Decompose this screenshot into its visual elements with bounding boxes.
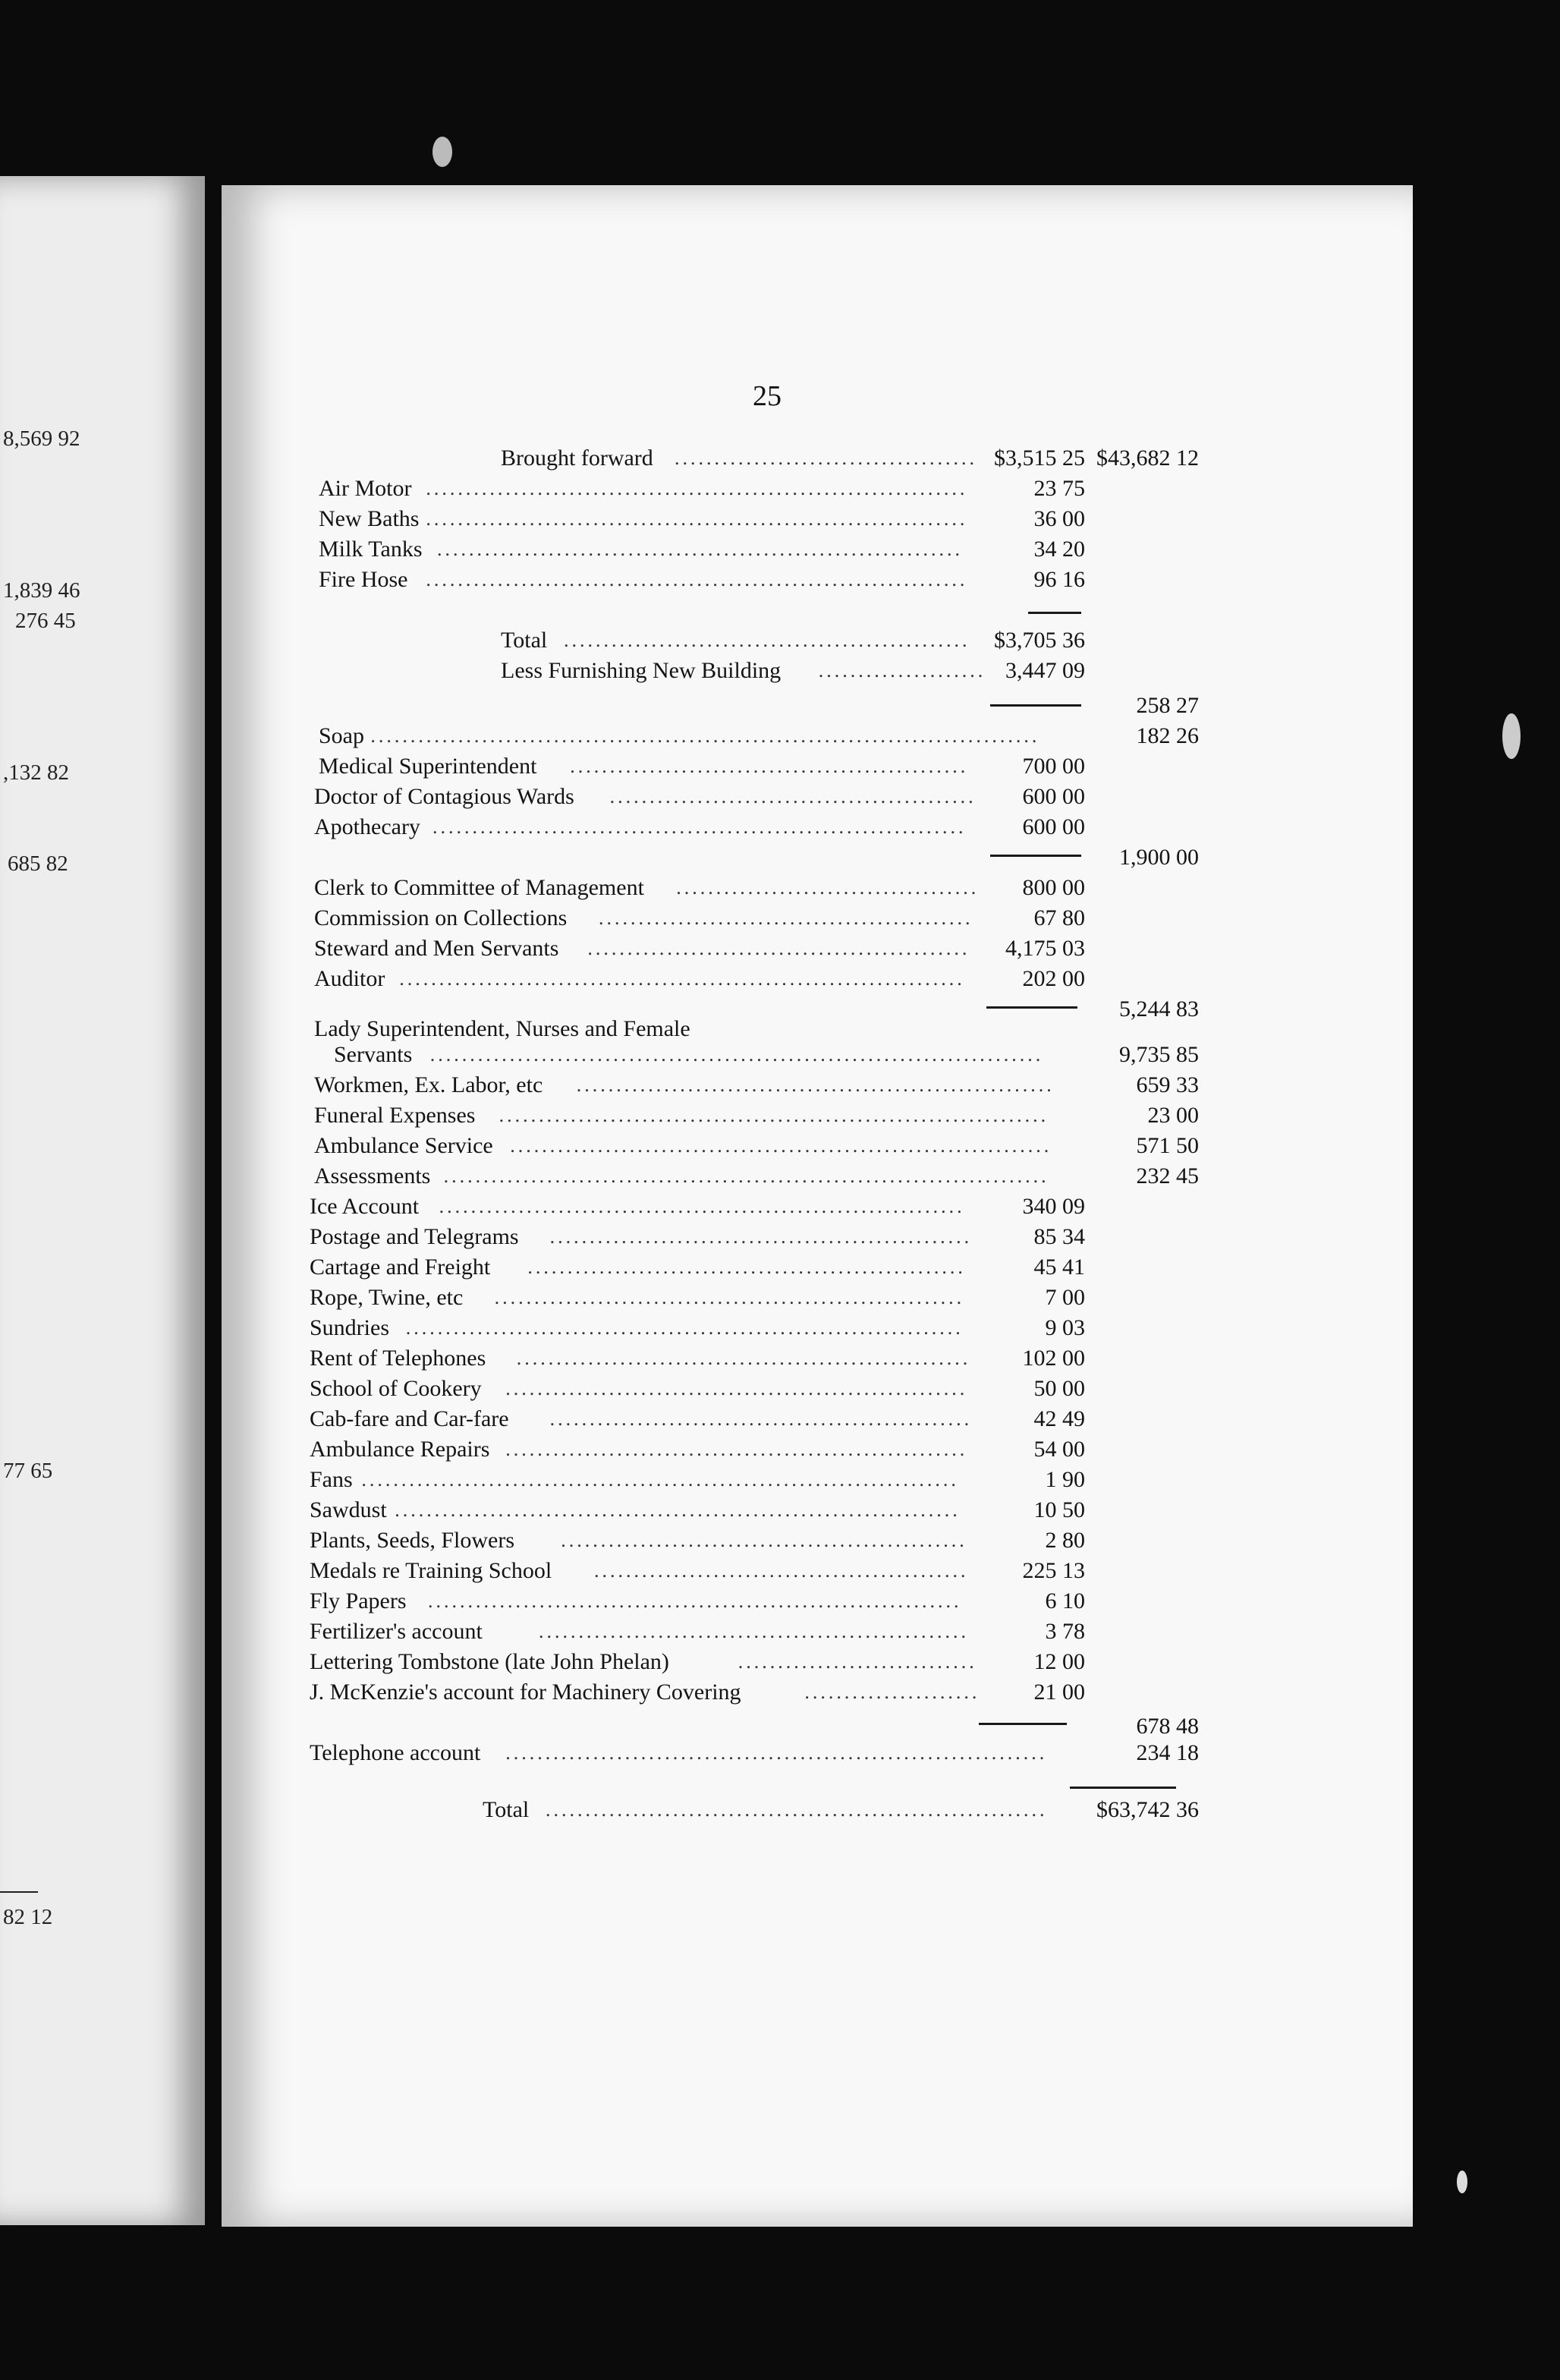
ledger-item-label: Plants, Seeds, Flowers [310,1528,514,1553]
leader-dots: .................................................................. [439,1195,965,1217]
amount-column-1: 9 03 [1045,1315,1085,1340]
leader-dots: ...................................................................... [405,1317,964,1339]
amount-column-1: 202 00 [1022,966,1085,991]
leader-dots: .................................................................... [426,508,968,530]
leader-dots: ................................................ [587,937,970,959]
leader-dots: .................................................................... [510,1135,1052,1157]
ledger-row [0,1495,1560,1525]
leader-dots: ............................................................................. [429,1044,1044,1066]
ledger-item-label: Doctor of Contagious Wards [314,784,574,809]
leader-dots: ................................................... [564,629,970,651]
amount-column-1: 225 13 [1022,1558,1085,1583]
ledger-item-label: J. McKenzie's account for Machinery Covering [310,1680,741,1705]
amount-column-1: 7 00 [1045,1285,1085,1310]
ledger-row [0,721,1560,751]
leader-dots: .................................................................... [426,568,968,590]
page-number: 25 [753,380,782,412]
leader-dots: ..................................................... [549,1408,973,1430]
amount-column-2: 232 45 [1136,1163,1199,1188]
ledger-row [0,1617,1560,1647]
leader-dots: .......................................................... [505,1438,968,1460]
leader-dots: ........................................................................... [361,1469,959,1491]
left-page-value: 1,839 46 [3,578,80,603]
ledger-row [0,1313,1560,1343]
ledger-item-label: Fire Hose [319,567,408,592]
amount-column-1: 600 00 [1022,814,1085,839]
amount-column-1: 800 00 [1022,875,1085,900]
ledger-item-label: Lettering Tombstone (late John Phelan) [310,1649,669,1674]
leader-dots: ........................................................... [494,1286,965,1308]
ledger-item-label: Steward and Men Servants [314,936,559,961]
dust-speck [432,137,452,167]
ledger-item-label: Soap [319,723,364,748]
leader-dots: ................................................... [561,1529,967,1551]
ledger-item-label: Cab-fare and Car-fare [310,1406,509,1431]
amount-column-1: 85 34 [1033,1224,1085,1249]
amount-column-1: 6 10 [1045,1588,1085,1613]
ledger-item-label: Servants [334,1042,413,1067]
amount-column-1: 3 78 [1045,1619,1085,1644]
left-page-value: 82 12 [3,1905,53,1929]
ledger-row [0,842,1560,873]
ledger-row [0,1343,1560,1374]
ledger-row [0,1222,1560,1252]
amount-column-2: 1,900 00 [1119,845,1199,870]
amount-column-1: 42 49 [1033,1406,1085,1431]
ledger-item-label: Apothecary [314,814,420,839]
leader-dots: ....................................................................... [395,1499,961,1521]
ledger-item-label: Total [501,628,548,653]
leader-dots: ..................... [818,660,986,682]
amount-column-2: 5,244 83 [1119,996,1199,1022]
amount-column-2: 258 27 [1136,693,1199,718]
ledger-row [0,1677,1560,1708]
amount-column-1: 50 00 [1033,1376,1085,1401]
leader-dots: ............................................... [594,1560,969,1582]
ledger-item-label: Assessments [314,1163,431,1188]
leader-dots: .............................. [738,1651,977,1673]
ledger-row [0,1795,1560,1825]
ledger-item-label: Postage and Telegrams [310,1224,519,1249]
amount-column-1: 4,175 03 [1005,936,1085,961]
amount-column-1: 1 90 [1045,1467,1085,1492]
ledger-row [0,443,1560,474]
sum-rule [1028,612,1081,614]
ledger-row [0,903,1560,933]
ledger-row [0,1525,1560,1556]
sum-rule [1070,1787,1176,1789]
ledger-row [0,782,1560,812]
amount-column-2: 9,735 85 [1119,1042,1199,1067]
amount-column-1: 2 80 [1045,1528,1085,1553]
leader-dots: .................................................................. [437,538,963,560]
ledger-item-label: Medical Superintendent [319,754,537,779]
ledger-row [0,1647,1560,1677]
leader-dots: ............................................... [599,907,973,929]
leader-dots: ................................................................... [428,1590,962,1612]
ledger-row [0,1586,1560,1617]
leader-dots: .................................................. [570,755,969,777]
amount-column-1: 700 00 [1022,754,1085,779]
ledger-item-label: Rope, Twine, etc [310,1285,464,1310]
ledger-item-label: Commission on Collections [314,905,568,930]
ledger-row [0,812,1560,842]
leader-dots: ...................................................... [539,1620,969,1642]
ledger-item-label: Brought forward [501,445,653,471]
leader-dots: ................................................................... [432,816,967,838]
sum-rule [979,1723,1067,1725]
ledger-row [0,691,1560,721]
ledger-row [0,1252,1560,1283]
amount-column-2: 182 26 [1136,723,1199,748]
amount-column-1: 34 20 [1033,537,1085,562]
ledger-row [0,1434,1560,1465]
amount-column-1: 12 00 [1033,1649,1085,1674]
leader-dots: ...................................... [676,877,980,899]
sum-rule [990,704,1081,707]
ledger-row [0,933,1560,964]
ledger-item-label: School of Cookery [310,1376,482,1401]
amount-column-2: 659 33 [1136,1072,1199,1097]
ledger-item-label: Auditor [314,966,385,991]
ledger-item-label: Lady Superintendent, Nurses and Female [314,1016,690,1041]
ledger-row [0,1040,1560,1070]
ledger-item-label: Medals re Training School [310,1558,552,1583]
ledger-item-label: Funeral Expenses [314,1103,476,1128]
amount-column-1: 96 16 [1033,567,1085,592]
ledger-row [0,873,1560,903]
amount-column-1: 600 00 [1022,784,1085,809]
amount-column-2: $63,742 36 [1096,1797,1199,1822]
ledger-item-label: Ambulance Repairs [310,1437,490,1462]
ledger-item-label: New Baths [319,506,420,531]
ledger-item-label: Milk Tanks [319,537,423,562]
ledger-item-label: Workmen, Ex. Labor, etc [314,1072,543,1097]
amount-column-1: 10 50 [1033,1497,1085,1522]
ledger-row [0,504,1560,534]
amount-column-1: 340 09 [1022,1194,1085,1219]
amount-column-1: $3,705 36 [994,628,1085,653]
dust-speck [1457,2171,1467,2193]
leader-dots: ...................................... [675,447,977,469]
amount-column-1: 23 75 [1033,476,1085,501]
ledger-item-label: Clerk to Committee of Management [314,875,644,900]
left-page-value: 685 82 [8,852,68,876]
amount-column-2: 23 00 [1147,1103,1199,1128]
amount-column-1: $3,515 25 [994,445,1085,471]
ledger-row [0,1556,1560,1586]
ledger-item-label: Ice Account [310,1194,420,1219]
amount-column-2: 234 18 [1136,1740,1199,1765]
ledger-row [0,964,1560,994]
ledger-item-label: Total [483,1797,530,1822]
ledger-row [0,1738,1560,1768]
leader-dots: .......................................................... [505,1377,968,1399]
amount-column-1: 67 80 [1033,905,1085,930]
ledger-row [0,1100,1560,1131]
ledger-row [0,565,1560,595]
ledger-row [0,1465,1560,1495]
ledger-row [0,1192,1560,1222]
left-page-value: 77 65 [3,1459,53,1483]
ledger-row [0,1711,1560,1742]
left-page-value: ,132 82 [3,760,69,785]
leader-dots: ....................................................................... [399,968,965,990]
leader-dots: ..................................................... [549,1226,973,1248]
leader-dots: ...................... [804,1681,980,1703]
ledger-row [0,1283,1560,1313]
ledger-item-label: Sundries [310,1315,389,1340]
leader-dots: ............................................................... [546,1799,1048,1821]
sum-rule [986,1006,1077,1009]
ledger-item-label: Fertilizer's account [310,1619,483,1644]
leader-dots: .................................................................... [426,477,968,499]
leader-dots: ............................................................................ [443,1165,1049,1187]
ledger-item-label: Air Motor [319,476,412,501]
ledger-row [0,1131,1560,1161]
ledger-item-label: Rent of Telephones [310,1346,486,1371]
amount-column-1: 45 41 [1033,1255,1085,1280]
ledger-item-label: Sawdust [310,1497,387,1522]
ledger-row [0,1070,1560,1100]
ledger-row [0,656,1560,686]
ledger-row [0,1404,1560,1434]
ledger-item-label: Telephone account [310,1740,481,1765]
left-page-rule [0,1891,38,1893]
leader-dots: .................................................................... [505,1742,1048,1764]
left-page-value: 8,569 92 [3,427,80,451]
ledger-row [0,625,1560,656]
amount-column-1: 21 00 [1033,1680,1085,1705]
ledger-row [0,1374,1560,1404]
leader-dots: ............................................................ [576,1074,1055,1096]
leader-dots: ......................................................... [516,1347,971,1369]
ledger-row [0,1161,1560,1192]
amount-column-2: $43,682 12 [1096,445,1199,471]
amount-column-1: 102 00 [1022,1346,1085,1371]
amount-column-2: 571 50 [1136,1133,1199,1158]
sum-rule [990,855,1081,857]
leader-dots: ....................................................... [527,1256,966,1278]
ledger-item-label: Less Furnishing New Building [501,658,782,683]
amount-column-2: 678 48 [1136,1714,1199,1739]
ledger-row [0,751,1560,782]
leader-dots: .................................................................................... [370,725,1040,747]
ledger-row [0,474,1560,504]
ledger-item-label: Cartage and Freight [310,1255,491,1280]
leader-dots: .............................................. [609,785,977,808]
left-page-value: 276 45 [15,609,76,633]
ledger-row [0,534,1560,565]
ledger-item-label: Fans [310,1467,353,1492]
amount-column-1: 3,447 09 [1005,658,1085,683]
amount-column-1: 54 00 [1033,1437,1085,1462]
ledger-item-label: Fly Papers [310,1588,407,1613]
leader-dots: ..................................................................... [499,1104,1049,1126]
amount-column-1: 36 00 [1033,506,1085,531]
ledger-item-label: Ambulance Service [314,1133,493,1158]
